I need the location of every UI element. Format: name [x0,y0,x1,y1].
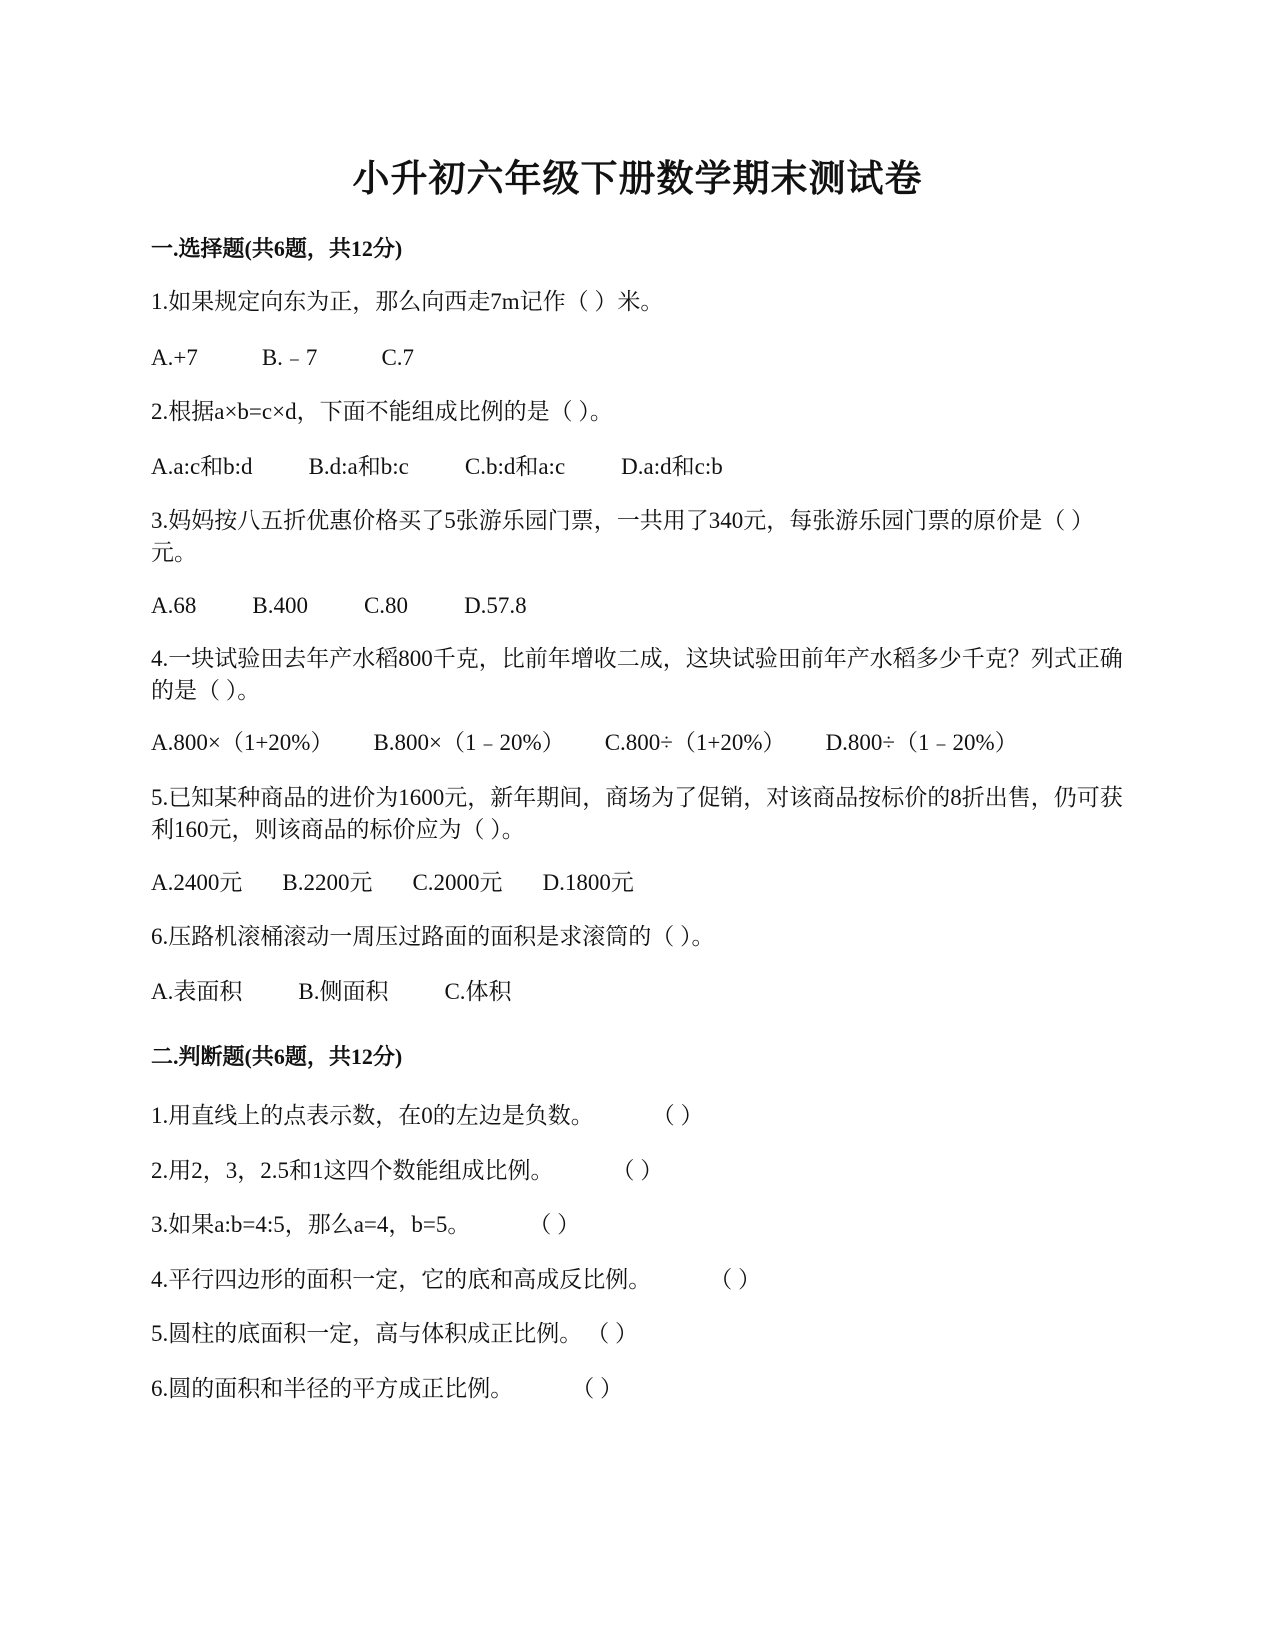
question-text: 3.妈妈按八五折优惠价格买了5张游乐园门票，一共用了340元，每张游乐园门票的原价是（ ）元。 [151,508,1094,565]
question-text: 5.已知某种商品的进价为1600元，新年期间，商场为了促销，对该商品按标价的8折出售，仍可获利160元，则该商品的标价应为（ ）。 [151,785,1123,842]
option: D.800÷（1﹣20%） [825,730,1018,755]
option-row [151,590,527,622]
answer-blank: （ ） [709,1267,761,1292]
option: B.400 [252,593,308,618]
option: D.a:d和c:b [621,454,723,479]
answer-blank: （ ） [528,1212,581,1237]
judge-item [151,1264,761,1296]
option-row [151,342,414,374]
judge-item [151,1209,580,1241]
question-text: 6.压路机滚桶滚动一周压过路面的面积是求滚筒的（ ）。 [151,924,715,949]
option: A.表面积 [151,979,243,1004]
judge-text: 3.如果a:b=4:5，那么a=4，b=5。 [151,1212,471,1237]
section-heading-choice: 一.选择题(共6题，共12分) [151,236,403,261]
page-title: 小升初六年级下册数学期末测试卷 [352,159,923,200]
option: D.57.8 [464,593,527,618]
option: C.7 [381,345,415,370]
option: A.800×（1+20%） [151,730,334,755]
judge-item [151,1373,623,1405]
section-heading-judge: 二.判断题(共6题，共12分) [151,1044,403,1069]
option: B.侧面积 [298,979,389,1004]
option-row [151,867,634,899]
option: C.2000元 [412,870,503,895]
option: A.a:c和b:d [151,454,253,479]
option: C.80 [363,593,409,618]
option: A.2400元 [151,870,243,895]
answer-blank: （ ） [651,1103,704,1128]
judge-item [151,1155,663,1187]
option: C.体积 [444,979,512,1004]
judge-item [151,1100,704,1132]
answer-blank: （ ） [586,1321,638,1346]
option-row [151,727,1018,759]
option: D.1800元 [542,870,634,895]
option: B.d:a和b:c [308,454,409,479]
question-text: 1.如果规定向东为正，那么向西走7m记作（ ）米。 [151,289,664,314]
answer-blank: （ ） [611,1158,664,1183]
option: B.2200元 [282,870,373,895]
question-text: 4.一块试验田去年产水稻800千克，比前年增收二成，这块试验田前年产水稻多少千克？列式正确的是（ ）。 [151,646,1123,703]
judge-item [151,1318,638,1350]
judge-text: 1.用直线上的点表示数，在0的左边是负数。 [151,1103,594,1128]
option: C.b:d和a:c [464,454,566,479]
option: B.800×（1﹣20%） [373,730,565,755]
judge-text: 6.圆的面积和半径的平方成正比例。 [151,1376,514,1401]
question-text: 2.根据a×b=c×d，下面不能组成比例的是（ ）。 [151,399,613,424]
option-row [151,451,723,483]
judge-text: 5.圆柱的底面积一定，高与体积成正比例。 [151,1321,583,1346]
option: B.﹣7 [261,345,318,370]
option: C.800÷（1+20%） [604,730,786,755]
judge-text: 2.用2，3，2.5和1这四个数能组成比例。 [151,1158,554,1183]
answer-blank: （ ） [571,1376,623,1401]
option: A.68 [151,593,197,618]
judge-text: 4.平行四边形的面积一定，它的底和高成反比例。 [151,1267,652,1292]
option: A.+7 [151,345,198,370]
option-row [151,976,512,1008]
